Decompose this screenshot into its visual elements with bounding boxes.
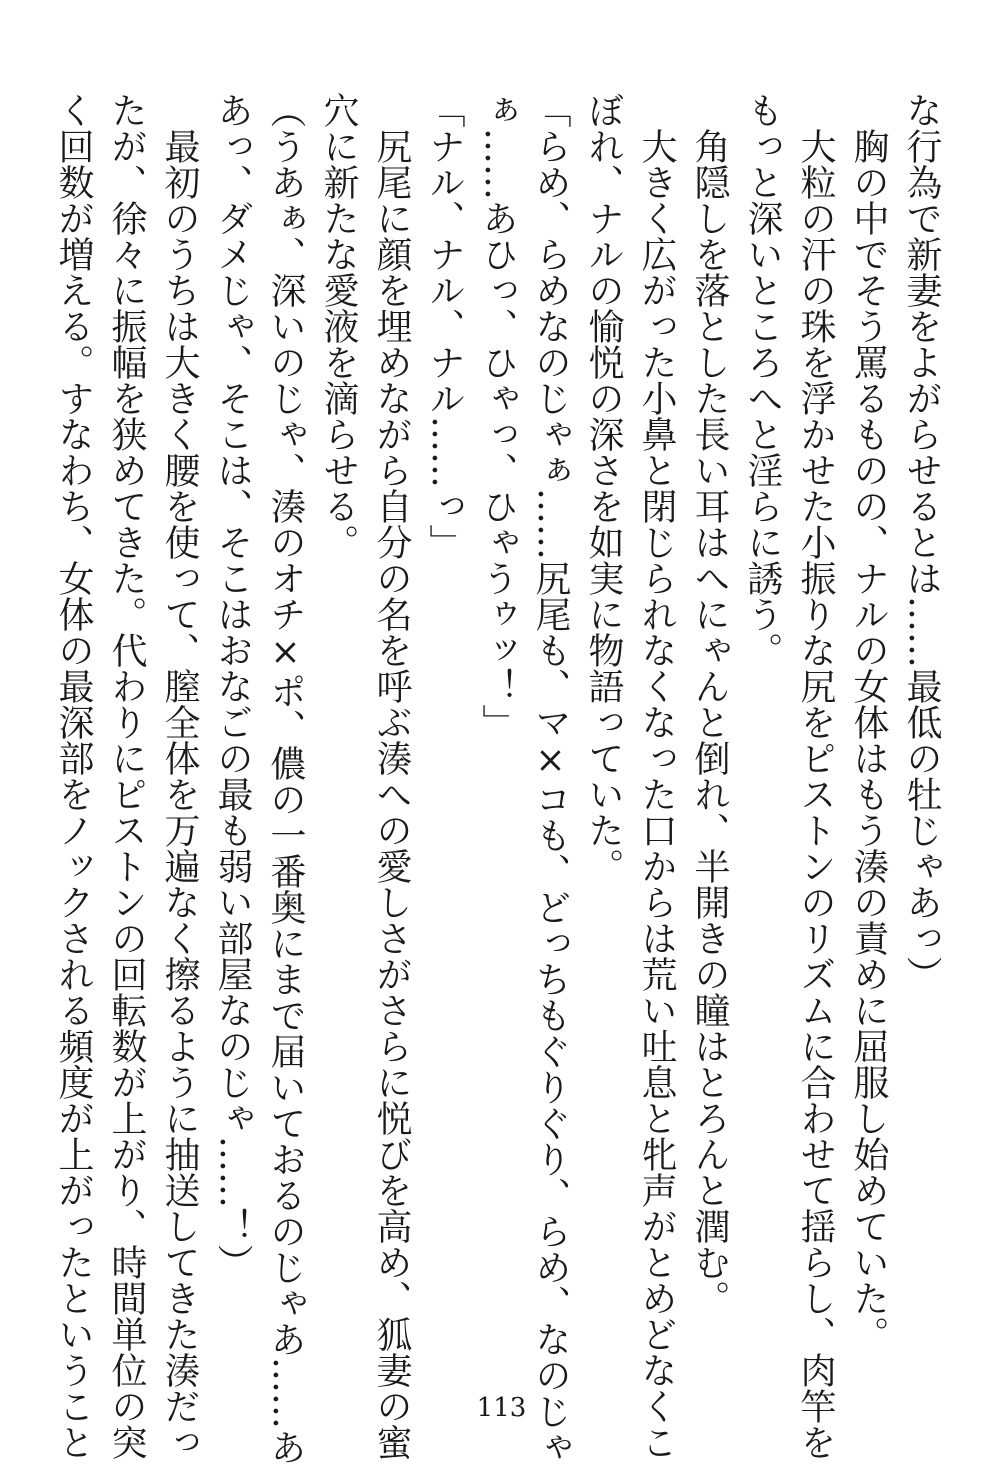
text-line: 大きく広がった小鼻と閉じられなくなった口からは荒い吐息と牝声がとめどなくこ <box>636 92 677 1460</box>
text-line: 大粒の汗の珠を浮かせた小振りな尻をピストンのリズムに合わせて揺らし、肉竿を <box>795 92 836 1460</box>
text-line: ぼれ、ナルの愉悦の深さを如実に物語っていた。 <box>583 92 624 884</box>
text-line: （うあぁ、深いのじゃ、湊のオチ×ポ、儂の一番奥にまで届いておるのじゃあ……あ <box>265 92 306 1465</box>
text-line: たが、徐々に振幅を狭めてきた。代わりにピストンの回転数が上がり、時間単位の突 <box>106 92 147 1460</box>
page-number: 113 <box>476 1393 527 1423</box>
text-line: 最初のうちは大きく腰を使って、膣全体を万遍なく擦るように抽送してきた湊だっ <box>159 92 200 1460</box>
text-line: 穴に新たな愛液を滴らせる。 <box>318 92 359 560</box>
text-line: な行為で新妻をよがらせるとは……最低の牡じゃあっ） <box>901 92 942 992</box>
text-line: あっ、ダメじゃ、そこは、そこはおなごの最も弱い部屋なのじゃ……！） <box>212 92 253 1280</box>
text-line: 胸の中でそう罵るものの、ナルの女体はもう湊の責めに屈服し始めていた。 <box>848 92 889 1352</box>
text-line: 角隠しを落とした長い耳はへにゃんと倒れ、半開きの瞳はとろんと潤む。 <box>689 92 730 1316</box>
text-line: 「らめ、らめなのじゃぁ……尻尾も、マ×コも、どっちもぐりぐり、らめ、なのじゃ <box>530 92 571 1465</box>
text-line: 尻尾に顔を埋めながら自分の名を呼ぶ湊への愛しさがさらに悦びを高め、狐妻の蜜 <box>371 92 412 1460</box>
text-line: 「ナル、ナル、ナル……っ」 <box>424 92 465 560</box>
text-line: もっと深いところへと淫らに誘う。 <box>742 92 783 668</box>
text-line: く回数が増える。すなわち、女体の最深部をノックされる頻度が上がったということ <box>53 92 94 1460</box>
text-line: ぁ……あひっ、ひゃっ、ひゃうゥッ！」 <box>477 92 518 740</box>
